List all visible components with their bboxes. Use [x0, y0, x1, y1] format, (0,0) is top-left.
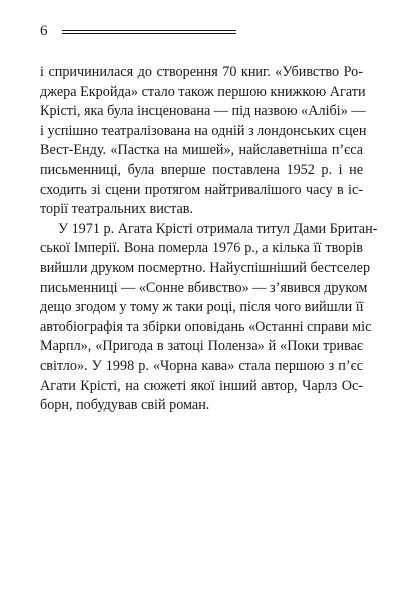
paragraph-1 — [40, 63, 367, 220]
header-rule-bottom — [62, 33, 236, 34]
text-line: письменниці, була вперше поставлена 1952 р. і не — [40, 161, 363, 178]
text-line: світло». У 1998 р. «Чорна кава» стала першою з п’єс — [40, 357, 363, 374]
text-line: Вест-Енду. «Пастка на мишей», найславетніша п’єса — [40, 142, 363, 159]
page-number: 6 — [40, 23, 48, 39]
text-line: У 1971 р. Агата Крісті отримала титул Дами Британ- — [58, 220, 378, 237]
header-rule-top — [62, 30, 236, 31]
text-line: вийшли друком посмертно. Найуспішніший бестселер — [40, 259, 371, 276]
body-text — [40, 63, 378, 416]
text-line: дещо згодом у тому ж таки році, після чого вийшли її — [40, 299, 364, 316]
text-line: Крісті, яка була інсценована — під назвою «Алібі» — — [40, 103, 366, 120]
text-line: сходить зі сцени протягом найтривалішого часу в іс- — [40, 181, 363, 198]
running-header — [40, 22, 236, 40]
text-line: Агати Крісті, на сюжеті якої інший автор, Чарлз Ос- — [40, 377, 363, 394]
text-line: автобіографія та збірки оповідань «Останні справи міс — [40, 318, 372, 335]
text-line: борн, побудував свій роман. — [40, 397, 210, 414]
text-line: джера Екройда» стало також першою книжкою Агати — [40, 83, 366, 100]
text-line: і спричинилася до створення 70 книг. «Убивство Ро- — [40, 64, 363, 80]
text-line: ської Імперії. Вона померла 1976 р., а кілька її творів — [40, 240, 363, 257]
text-line: і успішно театралізована на одній з лондонських сцен — [40, 122, 367, 139]
paragraph-2 — [40, 220, 378, 416]
text-line: торії театральних вистав. — [40, 201, 194, 218]
text-line: письменниці — «Сонне вбивство» — з’явився друком — [40, 279, 368, 296]
text-line: Марпл», «Пригода в затоці Поленза» й «Поки триває — [40, 338, 363, 355]
